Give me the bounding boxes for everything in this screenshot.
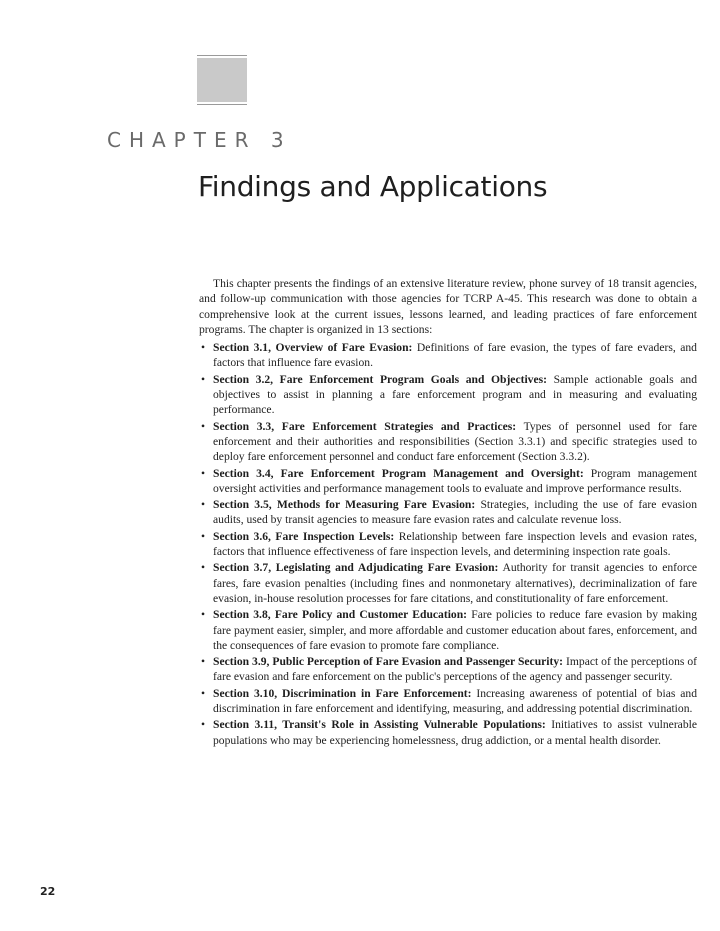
section-text: Impact of the perceptions of fare evasion and fare enforcement on the public's perceptions of the agency and passenger security. bbox=[213, 655, 697, 684]
list-item bbox=[199, 340, 697, 371]
list-item bbox=[199, 654, 697, 685]
intro-paragraph: This chapter presents the findings of an extensive literature review, phone survey of 18 transit agencies, and follow-up communication with those agencies for TCRP A-45. This research was done to obtain a comprehensive look at the current issues, lessons learned, and leading practices of fare enforcement programs. The chapter is organized in 13 sections: bbox=[199, 277, 697, 336]
chapter-bottom-rule bbox=[197, 104, 247, 105]
bullet-icon: • bbox=[201, 372, 206, 386]
section-heading: Section 3.4, Fare Enforcement Program Management and Oversight: bbox=[213, 466, 584, 480]
section-heading: Section 3.2, Fare Enforcement Program Goals and Objectives: bbox=[213, 372, 547, 386]
bullet-icon: • bbox=[201, 655, 206, 669]
section-text: Initiatives to assist vulnerable populations who may be experiencing homelessness, drug addiction, or a mental health disorder. bbox=[213, 718, 697, 747]
section-heading: Section 3.3, Fare Enforcement Strategies and Practices: bbox=[213, 419, 517, 433]
bullet-icon: • bbox=[201, 608, 206, 622]
section-heading: Section 3.10, Discrimination in Fare Enforcement: bbox=[213, 686, 472, 700]
list-item bbox=[199, 717, 697, 748]
section-heading: Section 3.5, Methods for Measuring Fare Evasion: bbox=[213, 498, 476, 512]
bullet-icon: • bbox=[201, 466, 206, 480]
section-list bbox=[199, 340, 697, 748]
list-item bbox=[199, 466, 697, 497]
list-item bbox=[199, 686, 697, 717]
bullet-icon: • bbox=[201, 529, 206, 543]
list-item bbox=[199, 419, 697, 465]
section-text: Definitions of fare evasion, the types of fare evaders, and factors that influence fare evasion. bbox=[213, 341, 697, 370]
bullet-icon: • bbox=[201, 686, 206, 700]
section-text: Strategies, including the use of fare evasion audits, used by transit agencies to measure fare evasion rates and calculate revenue loss. bbox=[213, 498, 697, 527]
bullet-icon: • bbox=[201, 718, 206, 732]
list-item bbox=[199, 529, 697, 560]
chapter-body bbox=[199, 276, 697, 749]
list-item bbox=[199, 497, 697, 528]
list-item bbox=[199, 607, 697, 653]
bullet-icon: • bbox=[201, 498, 206, 512]
section-text: Relationship between fare inspection levels and evasion rates, factors that influence effectiveness of fare inspection levels, and determining inspection rate goals. bbox=[213, 529, 698, 559]
list-item bbox=[199, 560, 697, 606]
section-text: Types of personnel used for fare enforcement and their authorities and responsibilities (Section 3.3.1) and specific strategies used to deploy fare enforcement personnel and conduct fare enforcement (Section 3.3.2). bbox=[213, 419, 697, 464]
section-heading: Section 3.8, Fare Policy and Customer Education: bbox=[213, 608, 468, 622]
section-text: Program management oversight activities and performance management tools to evaluate and improve performance results. bbox=[213, 466, 697, 495]
section-text: Fare policies to reduce fare evasion by making fare payment easier, simpler, and more affordable and customer education about fares, enforcement, and the consequences of fare evasion to promote fare compliance. bbox=[213, 608, 697, 652]
section-heading: Section 3.11, Transit's Role in Assisting Vulnerable Populations: bbox=[213, 718, 546, 732]
bullet-icon: • bbox=[201, 419, 206, 433]
section-heading: Section 3.1, Overview of Fare Evasion: bbox=[213, 341, 413, 355]
page-number: 22 bbox=[40, 885, 56, 898]
section-heading: Section 3.9, Public Perception of Fare Evasion and Passenger Security: bbox=[213, 655, 564, 669]
section-heading: Section 3.7, Legislating and Adjudicating Fare Evasion: bbox=[213, 561, 499, 575]
section-heading: Section 3.6, Fare Inspection Levels: bbox=[213, 529, 395, 543]
chapter-label: CHAPTER 3 bbox=[107, 128, 292, 152]
section-text: Sample actionable goals and objectives to assist in planning a fare enforcement program and in measuring and evaluating performance. bbox=[213, 372, 697, 417]
bullet-icon: • bbox=[201, 341, 206, 355]
page-title: Findings and Applications bbox=[198, 170, 548, 203]
bullet-icon: • bbox=[201, 561, 206, 575]
chapter-gray-block bbox=[197, 58, 247, 102]
section-text: Increasing awareness of potential of bias and discrimination in fare enforcement and identifying, measuring, and addressing potential discrimination. bbox=[213, 686, 697, 716]
chapter-top-rule bbox=[197, 55, 247, 56]
list-item bbox=[199, 372, 697, 418]
section-text: Authority for transit agencies to enforce fares, fare evasion penalties (including fines and nonmonetary alternatives), decriminalization of fare evasion, in-house resolution processes for fare citations, and constitutionality of fare enforcement. bbox=[213, 561, 697, 605]
